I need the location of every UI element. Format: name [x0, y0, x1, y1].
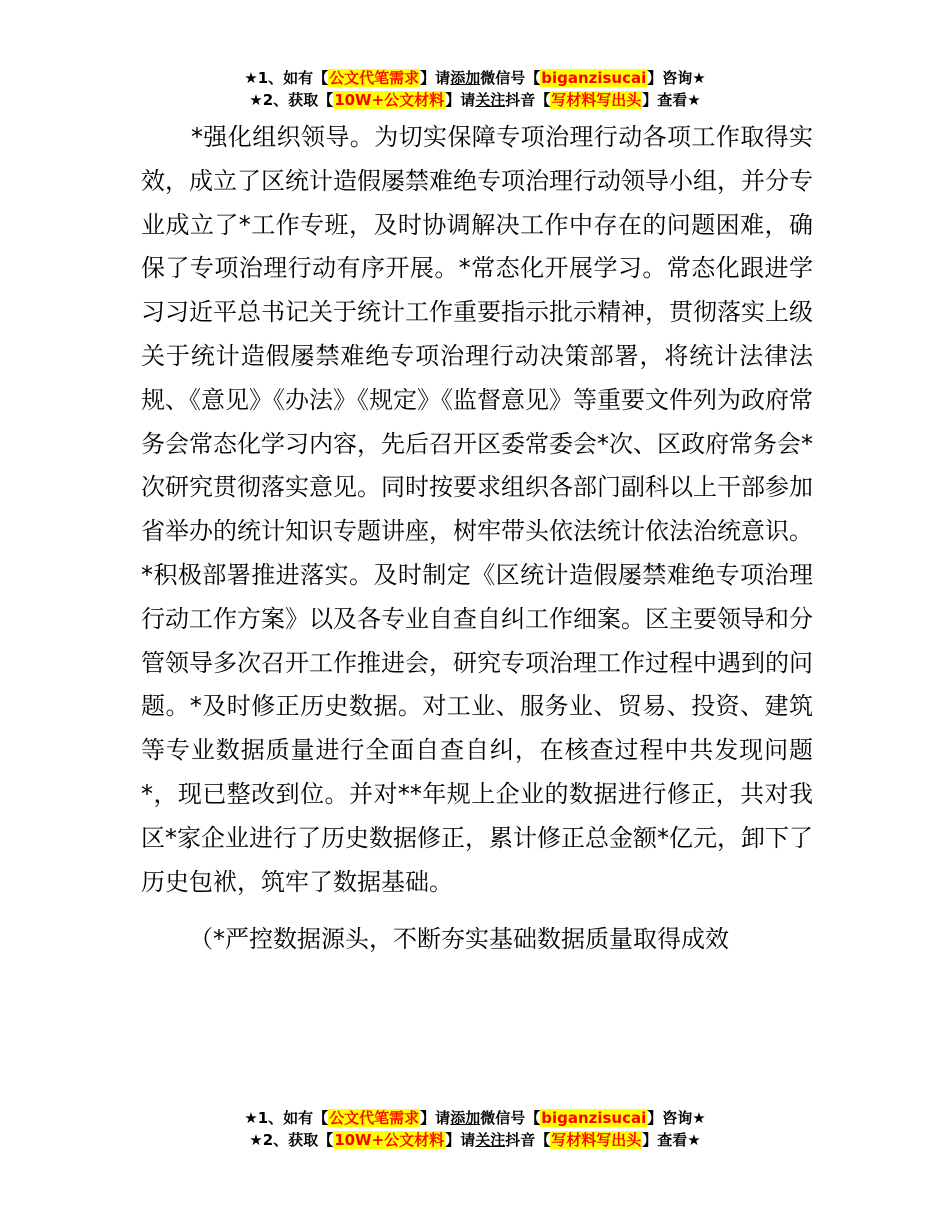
promo-text: ★2、获取【	[249, 1131, 334, 1149]
promo-text: 】咨询★	[647, 69, 706, 87]
promo-line-2	[0, 89, 950, 111]
promo-text: 】查看★	[642, 1131, 701, 1149]
promo-line-2	[0, 1129, 950, 1151]
promo-highlight: biganzisucai	[541, 69, 647, 87]
promo-text: ★1、如有【	[244, 69, 329, 87]
promo-text: 抖音【	[505, 91, 551, 109]
promo-emphasis: 关注	[475, 1131, 506, 1149]
promo-text: 】请	[420, 1109, 451, 1127]
promo-text: 】请	[420, 69, 451, 87]
promo-highlight: 写材料写出头	[551, 91, 642, 109]
promo-text: 】请	[445, 1131, 476, 1149]
promo-highlight: 公文代笔需求	[329, 1109, 420, 1127]
promo-line-1	[0, 1107, 950, 1129]
promo-highlight: 写材料写出头	[551, 1131, 642, 1149]
promo-line-1	[0, 67, 950, 89]
promo-highlight: 10W+公文材料	[334, 91, 445, 109]
section-heading: （*严控数据源头，不断夯实基础数据质量取得成效	[189, 925, 729, 954]
promo-text: 微信号【	[480, 1109, 541, 1127]
promo-text: 抖音【	[505, 1131, 551, 1149]
footer-promo	[0, 1107, 950, 1151]
promo-text: 】查看★	[642, 91, 701, 109]
header-promo	[0, 67, 950, 111]
promo-text: 】咨询★	[647, 1109, 706, 1127]
document-body	[141, 116, 813, 962]
promo-emphasis: 添加	[450, 69, 481, 87]
promo-text: ★1、如有【	[244, 1109, 329, 1127]
promo-highlight: 公文代笔需求	[329, 69, 420, 87]
body-paragraph: *强化组织领导。为切实保障专项治理行动各项工作取得实效，成立了区统计造假屡禁难绝专项治理行动领导小组，并分专业成立了*工作专班，及时协调解决工作中存在的问题困难，确保了专项治理行动有序开展。*常态化开展学习。常态化跟进学习习近平总书记关于统计工作重要指示批示精神，贯彻落实上级关于统计造假屡禁难绝专项治理行动决策部署，将统计法律法规、《意见》《办法》《规定》《监督意见》等重要文件列为政府常务会常态化学习内容，先后召开区委常委会*次、区政府常务会*次研究贯彻落实意见。同时按要求组织各部门副科以上干部参加省举办的统计知识专题讲座，树牢带头依法统计依法治统意识。*积极部署推进落实。及时制定《区统计造假屡禁难绝专项治理行动工作方案》以及各专业自查自纠工作细案。区主要领导和分管领导多次召开工作推进会，研究专项治理工作过程中遇到的问题。*及时修正历史数据。对工业、服务业、贸易、投资、建筑等专业数据质量进行全面自查自纠，在核查过程中共发现问题*，现已整改到位。并对**年规上企业的数据进行修正，共对我区*家企业进行了历史数据修正，累计修正总金额*亿元，卸下了历史包袱，筑牢了数据基础。	[141, 123, 813, 896]
promo-highlight: 10W+公文材料	[334, 1131, 445, 1149]
promo-text: 】请	[445, 91, 476, 109]
promo-text: 微信号【	[480, 69, 541, 87]
promo-highlight: biganzisucai	[541, 1109, 647, 1127]
promo-emphasis: 关注	[475, 91, 506, 109]
promo-text: ★2、获取【	[249, 91, 334, 109]
promo-emphasis: 添加	[450, 1109, 481, 1127]
